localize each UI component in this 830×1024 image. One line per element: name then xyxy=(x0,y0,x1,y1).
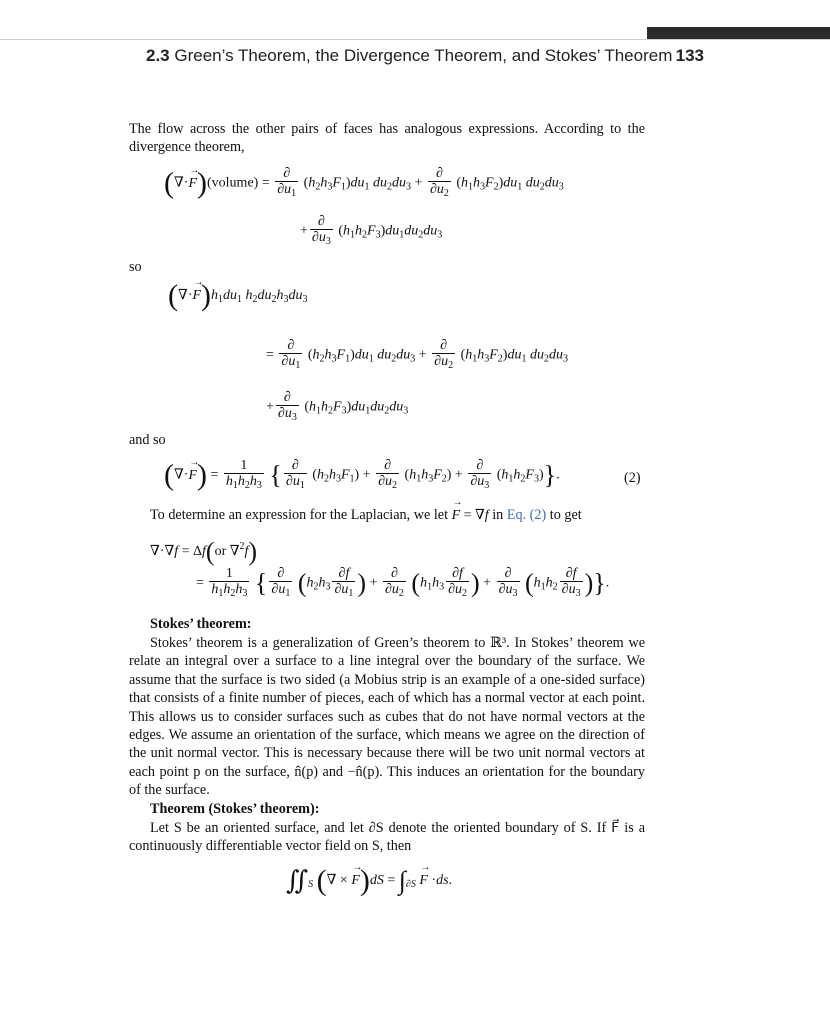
equation-laplacian: = $\frac{1}{h_1h_2h_3}$ { $\frac{\partial}{\partial u_1}$ ($h_2h_3$ $\frac{\partial f}{\partial u_1}$ ) + $\frac{\partial}{\partial u_2}$ ($h_1h_3$ $\frac{\partial f}{\partial u_2}$ ) + $\frac{\partial}{\partial u_3}$ ($h_1h_2$ $\frac{\partial f}{\partial u_3}$ )}. xyxy=(196,566,610,599)
label-so: so xyxy=(129,259,142,275)
stokes-equation: $∬_S$ (∇ × → $F)dS = \int_{\partial S} \to F \cdot ds$. xyxy=(286,866,452,896)
theorem-heading: Theorem (Stokes’ theorem): xyxy=(150,801,320,817)
equation-2: (∇·→ F) = $\frac{1}{h_1h_2h_3}$ { $\frac{\partial}{\partial u_1}$ $(h_2h_3F_1)$ + $\frac{\partial}{\partial u_2}$ $(h_1h_3F_2)$ + $\frac{\partial}{\partial u_3}$ $(h_1h_2F_3)$}. xyxy=(164,458,560,493)
page-number: 133 xyxy=(675,46,704,65)
equation-number: (2) xyxy=(624,470,641,486)
running-head xyxy=(146,46,706,68)
label-and-so: and so xyxy=(129,432,166,448)
header-rule xyxy=(0,39,830,40)
theorem-statement: Let S be an oriented surface, and let ∂S denote the oriented boundary of S. If F⃗ is a continuously differentiable vector field on S, then xyxy=(129,820,645,855)
paragraph-flow: The flow across the other pairs of faces has analogous expressions. According to the divergence theorem, xyxy=(129,121,645,156)
stokes-heading: Stokes’ theorem: xyxy=(150,616,252,632)
laplacian-intro-in: in xyxy=(492,507,504,523)
equation-volume-cont: + $\frac{\partial}{\partial u_3}$ $(h_1h_2F_3)du_1du_2du_3$ xyxy=(300,214,443,247)
equation-volume: (∇·→ F)(volume) = $\frac{\partial}{\partial u_1}$ $(h_2h_3F_1)du_1$ $du_2du_3$ + $\frac{\partial}{\partial u_2}$ $(h_1h_3F_2)du_1$ $du_2du_3$ xyxy=(164,166,564,201)
laplacian-intro: To determine an expression for the Laplacian, we let → F = ∇f in Eq. (2) to get xyxy=(150,507,582,524)
laplacian-intro-end: to get xyxy=(549,507,582,523)
equation-divergence-rhs-cont: + $\frac{\partial}{\partial u_3}$ $(h_1h_2F_3)du_1du_2du_3$ xyxy=(266,390,409,423)
equation-divergence-lhs: (∇·→ $F)h_1du_1$ $h_2du_2h_3du_3$ xyxy=(168,286,308,306)
section-number: 2.3 xyxy=(146,46,170,65)
stokes-paragraph: Stokes’ theorem is a generalization of Green’s theorem to ℝ³. In Stokes’ theorem we relate an integral over a surface to a line integral over the boundary of the surface. We assume that the surface is two sided (a Mobius strip is an example of a one-sided surface) that consists of a finite number of pieces, each of which has a normal vector at each point. This allows us to consider surfaces such as cubes that do not have normal vectors at the edges. We assume an orientation of the surface, which means we agree on the direction of the unit normal vector. This is necessary because there will be two unit normal vectors at each point p on the surface, n̂(p) and −n̂(p). This induces an orientation for the boundary of the surface. xyxy=(129,635,645,799)
laplacian-intro-text: To determine an expression for the Laplacian, we let xyxy=(150,507,449,523)
equation-laplacian-def: ∇·∇f = Δf(or ∇$^2$f) xyxy=(150,537,258,566)
section-title: Green’s Theorem, the Divergence Theorem, and Stokes’ Theorem xyxy=(174,46,673,65)
eq2-link[interactable]: Eq. (2) xyxy=(506,507,547,523)
equation-divergence-rhs: = $\frac{\partial}{\partial u_1}$ $(h_2h_3F_1)du_1$ $du_2du_3$ + $\frac{\partial}{\partial u_2}$ $(h_1h_3F_2)du_1$ $du_2du_3$ xyxy=(266,338,568,371)
